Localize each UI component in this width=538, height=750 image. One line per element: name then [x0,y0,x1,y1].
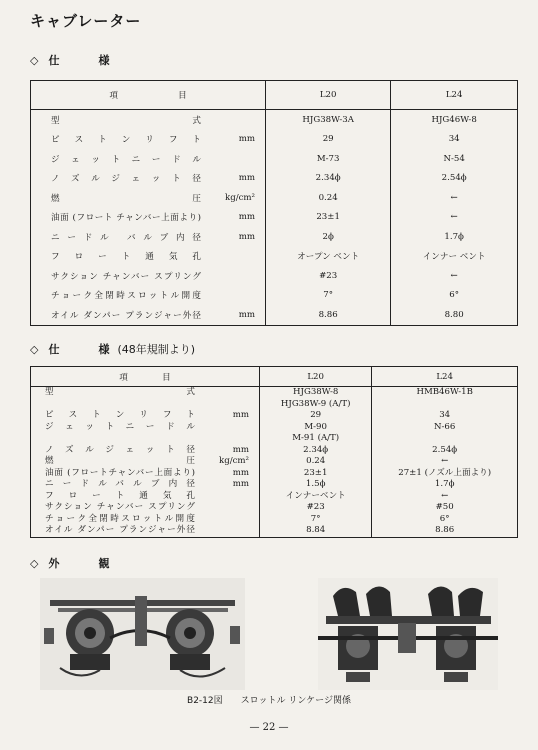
spec-unit [199,387,260,399]
spec-name: 型式 [51,115,201,126]
spec-unit: mm [232,467,249,478]
spec-unit [199,433,260,445]
table-row [31,387,518,399]
spec-name: オイル ダンパー プランジャー外径 [51,310,201,321]
header-item: 項 目 [31,81,266,110]
spec-unit [199,491,260,503]
value-l20: #23 [266,266,391,286]
header-l24: L24 [391,81,518,110]
table-row [31,227,518,247]
table-row [31,188,518,208]
value-l24: N-54 [391,149,518,169]
diamond-icon: ◇ [30,557,39,570]
spec-name: フロート通気孔 [51,252,201,263]
value-l20: 2.34ϕ [266,169,391,189]
spec-unit: mm [232,410,249,420]
spec-name: チョーク全閉時スロットル開度 [45,513,195,524]
value-l24: ← [372,456,518,468]
section-spec48-title: 仕 様 [48,343,124,356]
value-l24: #50 [372,502,518,514]
value-l20: 0.24 [260,456,372,468]
spec-name: 油面 (フロート チャンバー上面より) [51,213,201,224]
spec-unit [205,149,266,169]
value-l24: HJG46W-8 [391,110,518,130]
spec-unit [205,266,266,286]
spec-unit [199,399,260,411]
diamond-icon: ◇ [30,343,39,356]
value-l20: #23 [260,502,372,514]
table-row [31,149,518,169]
value-l20: 29 [260,410,372,422]
spec-name: サクション チャンバー スプリング [51,271,201,282]
value-l24: 2.54ϕ [372,445,518,457]
spec-name [31,399,200,411]
value-l20: 7° [260,514,372,526]
table-row [31,422,518,434]
header-l20: L20 [260,367,372,387]
value-l24: ← [391,188,518,208]
spec-name: 型式 [45,387,195,397]
table-row [31,445,518,457]
spec-unit: mm [238,309,255,320]
diamond-icon: ◇ [30,54,39,67]
spec-unit [199,422,260,434]
carburetor-photo-right [318,578,498,690]
spec-unit [199,502,260,514]
value-l24: ← [391,208,518,228]
section-appearance-heading [30,555,123,571]
value-l20: 1.5ϕ [260,479,372,491]
spec-name: ピストンリフト [51,135,201,146]
value-l24 [372,399,518,411]
spec-unit: mm [238,173,255,184]
table-row [31,169,518,189]
value-l20: 23±1 [260,468,372,480]
section-spec48-subtitle: (48年規制より) [117,343,196,356]
spec-name: チョーク全閉時スロットル開度 [51,291,201,302]
value-l24: 2.54ϕ [391,169,518,189]
table-row [31,130,518,150]
spec-name: ジェットニードル [45,421,195,432]
table-row [31,266,518,286]
value-l20: 23±1 [266,208,391,228]
table-row [31,305,518,325]
spec-name: 油面 (フロートチャンバー上面より) [45,467,195,478]
value-l24: 6° [391,286,518,306]
spec-unit: mm [232,444,249,455]
value-l24: 8.80 [391,305,518,325]
spec-name: ニードル バルブ内径 [51,232,201,243]
spec-name: ノズルジェット径 [45,444,195,455]
value-l20: 8.84 [260,525,372,537]
value-l20: 8.86 [266,305,391,325]
spec-unit: kg/cm² [224,192,255,203]
spec-unit: kg/cm² [218,456,249,466]
spec-name: ニードルバルブ内径 [45,479,195,489]
spec-name: 燃圧 [45,456,195,466]
value-l24: N-66 [372,422,518,434]
value-l24: 34 [372,410,518,422]
spec-name: フロート通気孔 [45,490,195,501]
section-spec-title: 仕 様 [48,54,124,67]
table-row [31,491,518,503]
spec-name: オイル ダンパー プランジャー外径 [45,525,195,535]
spec-name: ピストンリフト [45,410,195,420]
spec-unit [199,514,260,526]
value-l20: 0.24 [266,188,391,208]
value-l20: HJG38W-3A [266,110,391,130]
value-l24: ← [372,491,518,503]
table-row [31,456,518,468]
value-l24: HMB46W-1B [372,387,518,399]
table-header-row [31,81,518,110]
value-l24: インナー ベント [391,247,518,267]
value-l24 [372,433,518,445]
spec-unit: mm [238,134,255,145]
table-row [31,514,518,526]
value-l24: 34 [391,130,518,150]
value-l20: オープン ベント [266,247,391,267]
carburetor-photo-left [40,578,245,690]
section-appearance-title: 外 観 [48,557,124,570]
header-l20: L20 [266,81,391,110]
header-l24: L24 [372,367,518,387]
table-row [31,410,518,422]
table-row [31,479,518,491]
figure-caption: B2-12図 スロットル リンケージ関係 [187,696,351,706]
spec-name: 燃圧 [51,193,201,204]
value-l20: 2.34ϕ [260,445,372,457]
value-l20: 2ϕ [266,227,391,247]
value-l24: 27±1 (ノズル上面より) [372,468,518,480]
spec-unit: mm [238,231,255,242]
value-l24: 1.7ϕ [372,479,518,491]
value-l20: M-73 [266,149,391,169]
value-l20: 7° [266,286,391,306]
value-l24: 6° [372,514,518,526]
spec-unit [205,286,266,306]
value-l20: HJG38W-8 [260,387,372,399]
spec-name: サクション チャンバー スプリング [45,502,195,512]
spec-unit: mm [232,479,249,489]
table-row [31,468,518,480]
table-row [31,286,518,306]
page-title: キャブレーター [30,12,142,30]
table-row [31,502,518,514]
section-spec48-heading [30,341,195,357]
spec-unit: mm [238,212,255,223]
spec-unit [199,525,260,537]
value-l24: ← [391,266,518,286]
section-spec-heading [30,52,123,68]
spec-table-1 [30,80,518,326]
spec-name: ノズルジェット径 [51,174,201,185]
spec-table-2 [30,366,518,538]
table-header-row [31,367,518,387]
header-item: 項 目 [31,367,260,387]
table-row [31,433,518,445]
spec-name [31,433,200,445]
spec-unit [205,247,266,267]
spec-name: ジェットニードル [51,154,201,165]
value-l24: 1.7ϕ [391,227,518,247]
value-l20: HJG38W-9 (A/T) [260,399,372,411]
value-l20: M-91 (A/T) [260,433,372,445]
page-number: — 22 — [249,722,289,733]
value-l20: インナーベント [260,491,372,503]
value-l20: M-90 [260,422,372,434]
table-row [31,208,518,228]
value-l24: 8.86 [372,525,518,537]
table-row [31,247,518,267]
spec-unit [205,110,266,130]
value-l20: 29 [266,130,391,150]
table-row [31,399,518,411]
table-row [31,110,518,130]
table-row [31,525,518,537]
